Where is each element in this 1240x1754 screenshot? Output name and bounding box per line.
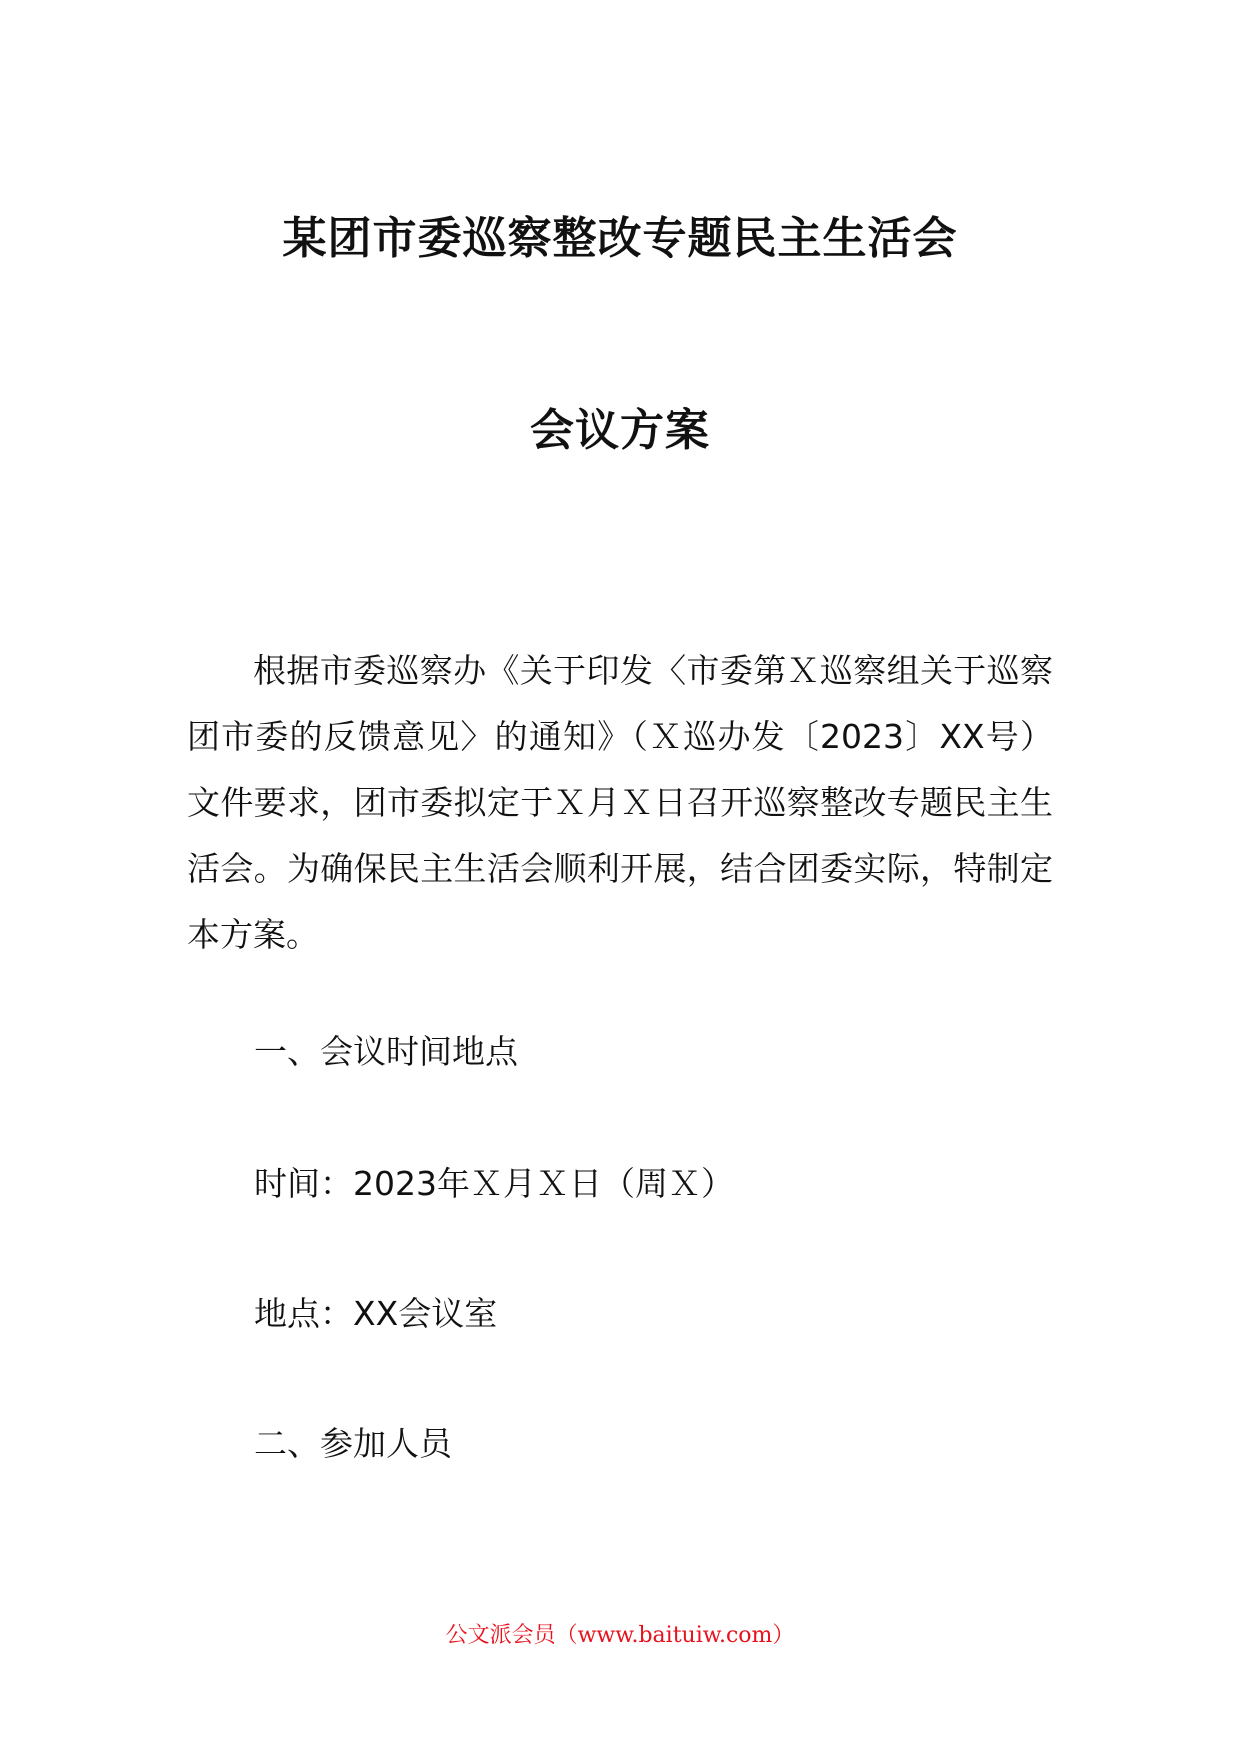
- document-title-line2: 会议方案: [530, 405, 710, 456]
- footer-watermark: 公文派会员（www.baituiw.com）: [445, 1623, 795, 1648]
- section2-heading: 二、参加人员: [254, 1424, 452, 1463]
- meeting-place: 地点：XX会议室: [254, 1294, 498, 1333]
- document-title-line1: 某团市委巡察整改专题民主生活会: [282, 213, 958, 264]
- meeting-time: 时间：2023年Ｘ月Ｘ日（周Ｘ）: [254, 1164, 734, 1203]
- section1-heading: 一、会议时间地点: [254, 1032, 518, 1071]
- intro-paragraph: 根据市委巡察办《关于印发〈市委第Ｘ巡察组关于巡察团市委的反馈意见〉的通知》（Ｘ巡办发〔2023〕XX号）文件要求，团市委拟定于Ｘ月Ｘ日召开巡察整改专题民主生活会。为确保民主生活会顺利开展，结合团委实际，特制定本方案。: [187, 651, 1053, 954]
